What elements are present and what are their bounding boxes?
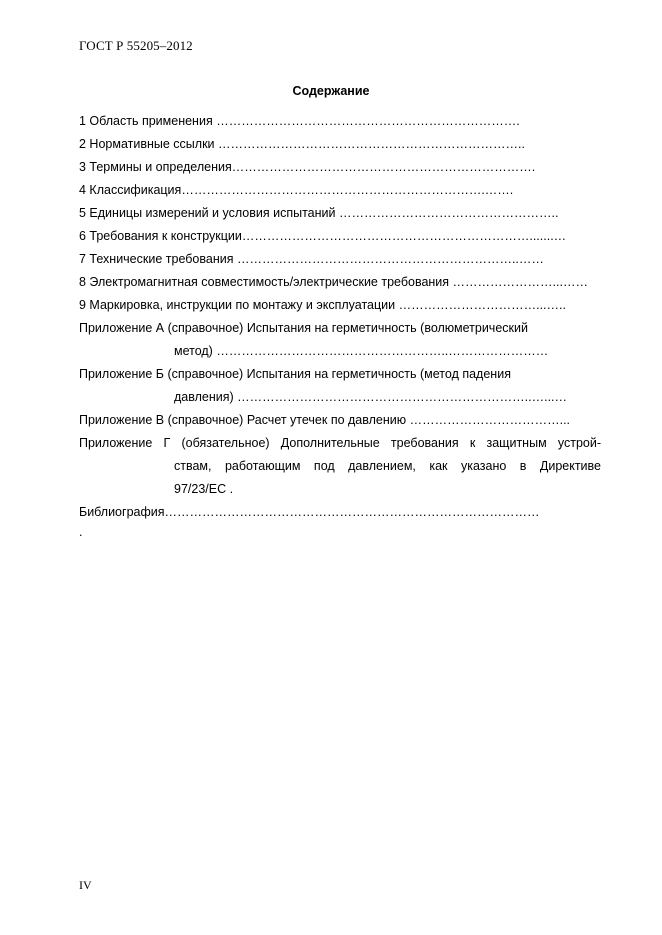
toc-entry-label: Библиография [79, 505, 165, 519]
toc-leader-dots: ……………………………………………………………………………… [164, 505, 540, 519]
toc-leader-dots: ………………………………………………………………. [212, 114, 520, 128]
page-number: IV [79, 878, 92, 892]
toc-entry-appendix-g[interactable] [79, 432, 601, 501]
toc-entry-line: Приложение А (справочное) Испытания на герметичность (волюметрический [79, 321, 528, 335]
document-header: ГОСТ Р 55205–2012 [79, 38, 193, 53]
toc-entry-appendix-a[interactable] [79, 317, 601, 363]
toc-entry-label: 5 Единицы измерений и условия испытаний [79, 206, 336, 220]
toc-leader-dots: ……………………………………………………………….……. [181, 183, 514, 197]
toc-leader-dots: …………………………………………………………….......… [241, 229, 567, 243]
toc-entry-label: 3 Термины и определения [79, 160, 232, 174]
toc-entry-label: давления) [174, 390, 234, 404]
toc-entry-appendix-b[interactable] [79, 363, 601, 409]
toc-leader-dots: …………………………………………………………..…… [233, 252, 544, 266]
toc-leader-dots: ……………………………………………………………….. [214, 137, 525, 151]
toc-entry-label: 6 Требования к конструкции [79, 229, 242, 243]
toc-entry-units-and-conditions[interactable] [79, 202, 601, 225]
toc-entry-normative-references[interactable] [79, 133, 601, 156]
toc-entry-label: Приложение В (справочное) Расчет утечек по давлению [79, 413, 407, 427]
toc-entry-scope[interactable] [79, 110, 601, 133]
toc-entry-bibliography[interactable] [79, 501, 601, 524]
toc-leader-dots: …………………………………………….. [335, 206, 559, 220]
toc-entry-continuation: 97/23/ЕС . [174, 482, 234, 496]
toc-leader-dots: ……………………………………………………………..…...… [233, 390, 568, 404]
toc-entry-continuation: ствам, работающим под давлением, как указано в Директиве [174, 459, 601, 473]
toc-entry-technical-requirements[interactable] [79, 248, 601, 271]
toc-entry-label: метод) [174, 344, 213, 358]
toc-entry-classification[interactable] [79, 179, 601, 202]
toc-entry-continuation [79, 340, 601, 363]
toc-leader-dots: ………………………………………………..…………………… [212, 344, 549, 358]
trailing-mark: . [79, 525, 83, 539]
toc-entry-terms[interactable] [79, 156, 601, 179]
toc-leader-dots: ………………………………... [406, 413, 571, 427]
toc-entry-label: 4 Классификация [79, 183, 182, 197]
toc-entry-label: 1 Область применения [79, 114, 213, 128]
toc-entry-appendix-v[interactable] [79, 409, 601, 432]
toc-leader-dots: ……………………………...….. [395, 298, 566, 312]
page-title: Содержание [292, 84, 370, 98]
toc-leader-dots: ……………………...…… [449, 275, 588, 289]
toc-entry-design-requirements[interactable] [79, 225, 601, 248]
toc-entry-line: Приложение Г (обязательное) Дополнительные требования к защитным устрой- [79, 436, 601, 450]
toc-leader-dots: ………………………………………………………………. [231, 160, 536, 174]
toc-entry-label: 9 Маркировка, инструкции по монтажу и эксплуатации [79, 298, 396, 312]
toc-entry-label: 7 Технические требования [79, 252, 234, 266]
toc-entry-label: 8 Электромагнитная совместимость/электрические требования [79, 275, 450, 289]
toc-entry-continuation [79, 386, 601, 409]
toc-entry-line: Приложение Б (справочное) Испытания на герметичность (метод падения [79, 367, 511, 381]
toc-entry-emc[interactable] [79, 271, 601, 294]
toc-entry-marking[interactable] [79, 294, 601, 317]
toc-entry-label: 2 Нормативные ссылки [79, 137, 215, 151]
table-of-contents [79, 110, 601, 524]
